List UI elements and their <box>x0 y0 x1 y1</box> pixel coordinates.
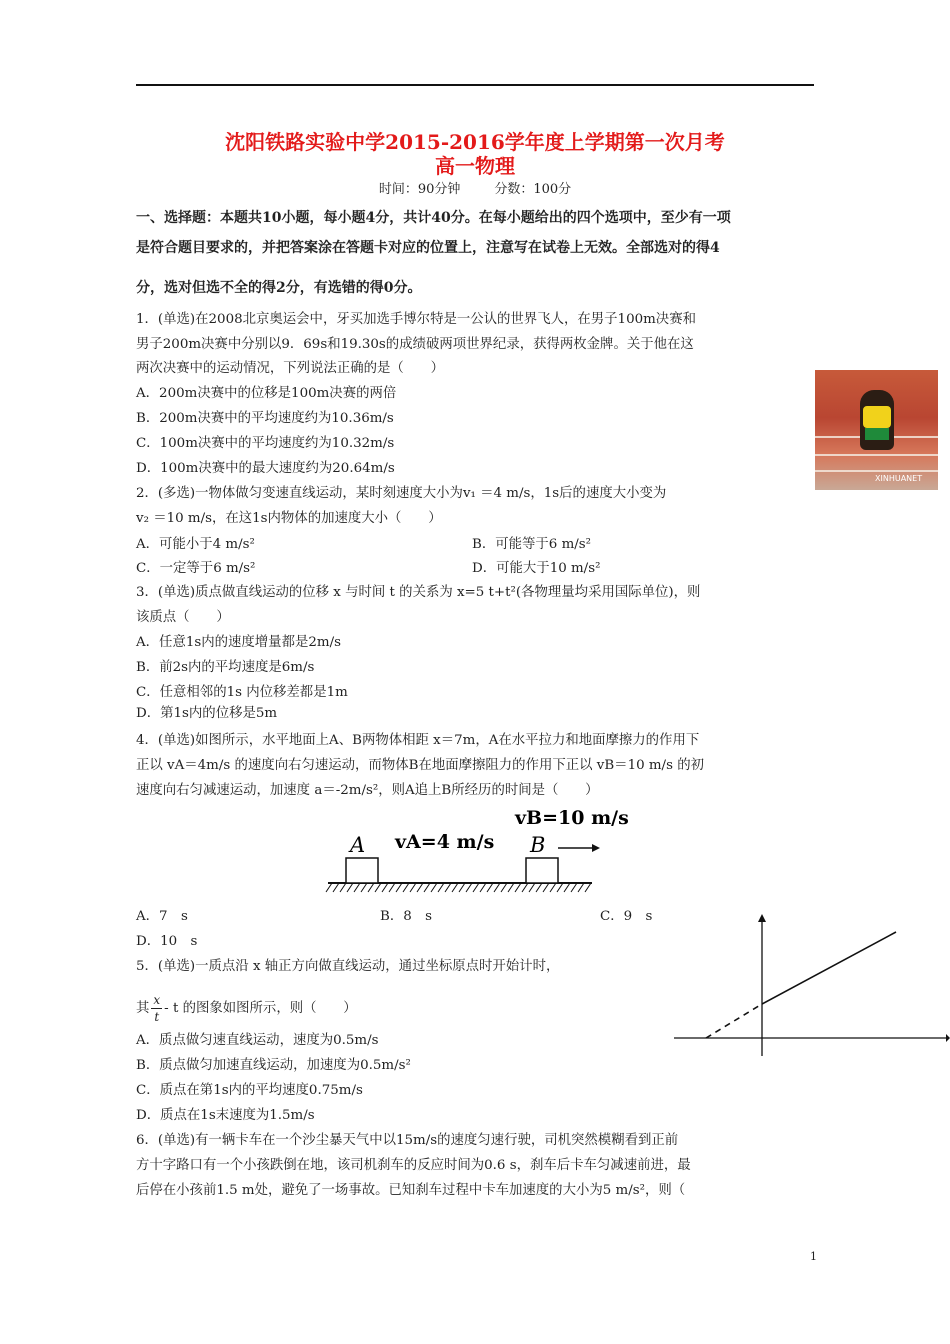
q5-option-c: C．质点在第1s内的平均速度0.75m/s <box>136 1083 363 1098</box>
section-heading-line1: 一、选择题：本题共10小题，每小题4分，共计40分。在每小题给出的四个选项中，至少有一项 <box>136 210 731 226</box>
q1-option-a: A．200m决赛中的位移是100m决赛的两倍 <box>136 386 397 401</box>
ground-hatch <box>466 883 472 892</box>
ground-hatch <box>382 883 388 892</box>
ground-hatch <box>550 883 556 892</box>
ground-hatch <box>543 883 549 892</box>
q1-line2: 男子200m决赛中分别以9．69s和19.30s的成绩破两项世界纪录，获得两枚金牌。关于他在这 <box>136 337 694 352</box>
ground-hatch <box>508 883 514 892</box>
ground-hatch <box>459 883 465 892</box>
ground-hatch <box>410 883 416 892</box>
q3-option-b: B．前2s内的平均速度是6m/s <box>136 660 315 675</box>
ground-hatch <box>522 883 528 892</box>
xt-axis-arrow-icon <box>758 914 766 922</box>
q3-line2: 该质点（ ） <box>136 610 230 625</box>
ground-hatch <box>487 883 493 892</box>
ground-hatch <box>396 883 402 892</box>
q1-line1: 1．(单选)在2008北京奥运会中，牙买加选手博尔特是一公认的世界飞人，在男子100m决赛和 <box>136 312 696 327</box>
q6-line3: 后停在小孩前1.5 m处，避免了一场事故。已知刹车过程中卡车加速度的大小为5 m/s²，则（ <box>136 1183 686 1198</box>
q2-option-d: D．可能大于10 m/s² <box>472 561 601 576</box>
ground-hatch <box>494 883 500 892</box>
section-heading-line3: 分，选对但选不全的得2分，有选错的得0分。 <box>136 280 422 296</box>
q2-line1: 2．(多选)一物体做匀变速直线运动，某时刻速度大小为v₁ ＝4 m/s，1s后的速度大小变为 <box>136 486 667 501</box>
q4-line2: 正以 vA＝4m/s 的速度向右匀速运动，而物体B在地面摩擦阻力的作用下正以 vB＝10 m/s 的初 <box>136 758 704 773</box>
ground-hatch <box>368 883 374 892</box>
q3-option-c: C．任意相邻的1s 内位移差都是1m <box>136 685 348 700</box>
exam-time: 时间：90分钟 <box>378 182 461 197</box>
q4-option-b: B．8 s <box>380 909 433 924</box>
arrow-right-icon <box>592 844 600 852</box>
q4-option-d: D．10 s <box>136 934 198 949</box>
ground-hatch <box>501 883 507 892</box>
exam-meta <box>0 178 950 197</box>
q4-option-a: A．7 s <box>136 909 188 924</box>
q5-option-b: B．质点做匀加速直线运动，加速度为0.5m/s² <box>136 1058 411 1073</box>
ground-hatch <box>571 883 577 892</box>
q1-line3: 两次决赛中的运动情况，下列说法正确的是（ ） <box>136 361 444 376</box>
q2-option-c: C．一定等于6 m/s² <box>136 561 256 576</box>
q4-line1: 4．(单选)如图所示，水平地面上A、B两物体相距 x＝7m，A在水平拉力和地面摩擦力的作用下 <box>136 733 700 748</box>
q4-option-c: C．9 s <box>600 909 653 924</box>
q4-line3: 速度向右匀减速运动，加速度 a＝-2m/s²，则A追上B所经历的时间是（ ） <box>136 783 599 798</box>
q5-option-a: A．质点做匀速直线运动，速度为0.5m/s <box>136 1033 379 1048</box>
ground-hatch <box>354 883 360 892</box>
x-over-t-fraction: $\frac{x}{t}$ <box>153 993 161 1024</box>
q5-line1: 5．(单选)一质点沿 x 轴正方向做直线运动，通过坐标原点时开始计时， <box>136 959 560 974</box>
block-a <box>346 858 378 883</box>
ground-hatch <box>417 883 423 892</box>
ground-hatch <box>340 883 346 892</box>
ground-hatch <box>480 883 486 892</box>
q3-line1: 3．(单选)质点做直线运动的位移 x 与时间 t 的关系为 x=5 t+t²(各物理量均采用国际单位)，则 <box>136 585 701 600</box>
q1-option-c: C．100m决赛中的平均速度约为10.32m/s <box>136 436 395 451</box>
label-a: A <box>350 833 366 857</box>
ground-hatch <box>431 883 437 892</box>
velocity-a-label: vA=4 m/s <box>395 831 495 853</box>
ground-hatch <box>536 883 542 892</box>
ground-hatch <box>564 883 570 892</box>
ground-hatch <box>403 883 409 892</box>
exam-title: 沈阳铁路实验中学2015-2016学年度上学期第一次月考 <box>225 130 725 154</box>
exam-score: 分数：100分 <box>494 182 572 197</box>
ground-hatch <box>361 883 367 892</box>
q2-line2: v₂ ＝10 m/s，在这1s内物体的加速度大小（ ） <box>136 511 442 526</box>
ground-hatch <box>347 883 353 892</box>
ground-hatch <box>389 883 395 892</box>
ground-hatch <box>326 883 332 892</box>
velocity-b-label: vB=10 m/s <box>515 807 629 829</box>
ground-hatch <box>438 883 444 892</box>
q6-line1: 6．(单选)有一辆卡车在一个沙尘暴天气中以15m/s的速度匀速行驶，司机突然模糊看到正前 <box>136 1133 679 1148</box>
ground-hatch <box>473 883 479 892</box>
q4-motion-diagram <box>320 800 629 900</box>
label-b: B <box>530 833 546 857</box>
ground-hatch <box>333 883 339 892</box>
subject-title: 高一物理 <box>435 154 515 178</box>
photo-watermark: XINHUANET <box>875 474 923 483</box>
graph-line-dashed <box>706 1004 762 1038</box>
q3-option-a: A．任意1s内的速度增量都是2m/s <box>136 635 341 650</box>
ground-hatch <box>375 883 381 892</box>
ground-hatch <box>578 883 584 892</box>
sprinter-photo <box>815 370 938 490</box>
ground-hatch <box>585 883 591 892</box>
page-number: 1 <box>810 1250 817 1263</box>
t-axis-arrow-icon <box>946 1034 950 1042</box>
q5-xt-graph <box>670 910 950 1060</box>
graph-line <box>762 932 896 1004</box>
q5-line2: 其 $\frac{x}{t}$ - t 的图象如图所示，则（ ） <box>136 993 357 1024</box>
ground-hatch <box>445 883 451 892</box>
section-heading-line2: 是符合题目要求的，并把答案涂在答题卡对应的位置上，注意写在试卷上无效。全部选对的得4 <box>136 240 720 256</box>
q2-option-a: A．可能小于4 m/s² <box>136 537 255 552</box>
ground-hatch <box>515 883 521 892</box>
ground-hatch <box>557 883 563 892</box>
q1-option-d: D．100m决赛中的最大速度约为20.64m/s <box>136 461 395 476</box>
ground-hatch <box>529 883 535 892</box>
q6-line2: 方十字路口有一个小孩跌倒在地，该司机刹车的反应时间为0.6 s，刹车后卡车匀减速前进，最 <box>136 1158 691 1173</box>
ground-hatch <box>424 883 430 892</box>
ground-hatch <box>452 883 458 892</box>
q1-option-b: B．200m决赛中的平均速度约为10.36m/s <box>136 411 394 426</box>
block-b <box>526 858 558 883</box>
q3-option-d: D．第1s内的位移是5m <box>136 706 278 721</box>
header-rule <box>136 84 814 86</box>
q2-option-b: B．可能等于6 m/s² <box>472 537 592 552</box>
q5-option-d: D．质点在1s末速度为1.5m/s <box>136 1108 315 1123</box>
